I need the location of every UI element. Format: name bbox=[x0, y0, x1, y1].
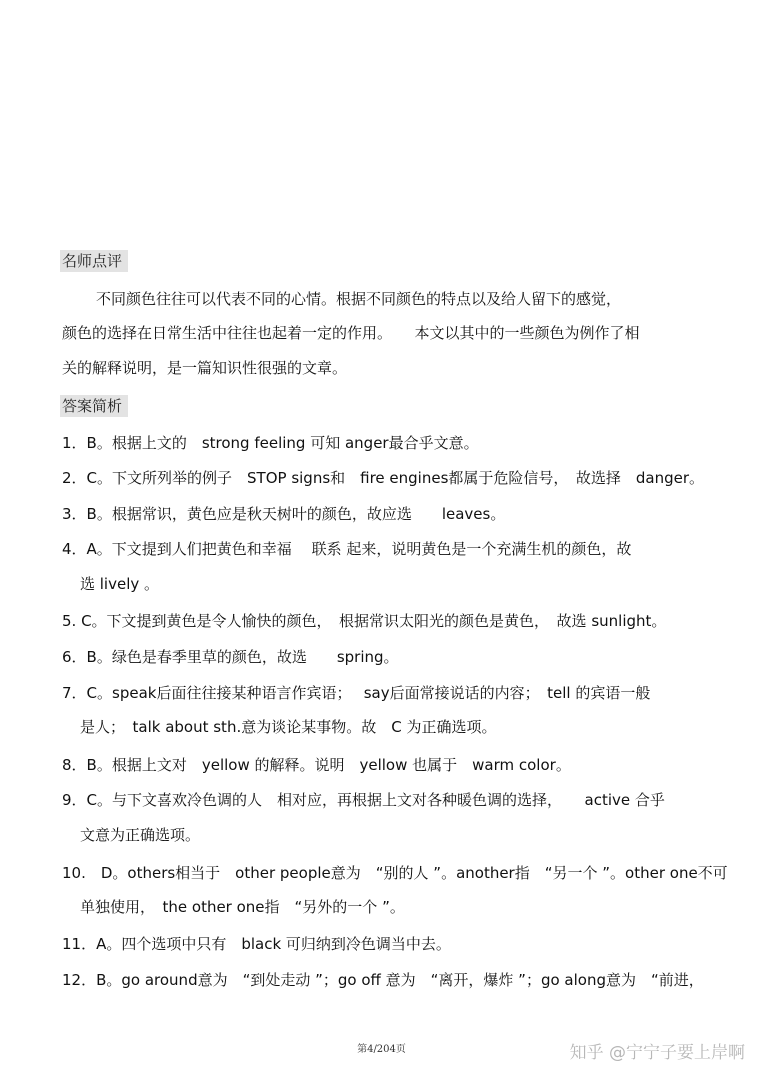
comment-heading: 名师点评 bbox=[60, 250, 128, 272]
page-number: 第4/204页 bbox=[357, 1044, 406, 1055]
answer-line-12: 12．B。go around意为 “到处走动 ”；go off 意为 “离开，爆炸 ”；go along意为 “前进， bbox=[62, 971, 704, 989]
answer-line-10: 10. D。others相当于 other people意为 “别的人 ”。another指 “另一个 ”。other one不可 bbox=[62, 864, 728, 882]
comment-line-2: 颜色的选择在日常生活中往往也起着一定的作用。 本文以其中的一些颜色为例作了相 bbox=[62, 324, 640, 342]
answer-line-9-cont: 文意为正确选项。 bbox=[80, 826, 201, 844]
answer-line-10-cont: 单独使用， the other one指 “另外的一个 ”。 bbox=[80, 898, 405, 916]
answer-line-4: 4．A。下文提到人们把黄色和幸福 联系 起来，说明黄色是一个充满生机的颜色，故 bbox=[62, 540, 632, 558]
answer-line-2: 2．C。下文所列举的例子 STOP signs和 fire engines都属于危险信号， 故选择 danger。 bbox=[62, 469, 705, 487]
answer-line-9: 9．C。与下文喜欢冷色调的人 相对应，再根据上文对各种暖色调的选择， active 合乎 bbox=[62, 791, 665, 809]
answer-line-7-cont: 是人； talk about sth.意为谈论某事物。故 C 为正确选项。 bbox=[80, 718, 497, 736]
answer-line-6: 6．B。绿色是春季里草的颜色，故选 spring。 bbox=[62, 648, 399, 666]
answer-line-4-cont: 选 lively 。 bbox=[80, 575, 160, 593]
comment-line-3: 关的解释说明，是一篇知识性很强的文章。 bbox=[62, 359, 348, 377]
answer-line-8: 8．B。根据上文对 yellow 的解释。说明 yellow 也属于 warm color。 bbox=[62, 756, 571, 774]
answers-heading: 答案简析 bbox=[60, 395, 128, 417]
answer-line-1: 1．B。根据上文的 strong feeling 可知 anger最合乎文意。 bbox=[62, 434, 479, 452]
comment-line-1: 不同颜色往往可以代表不同的心情。根据不同颜色的特点以及给人留下的感觉， bbox=[96, 290, 622, 308]
answer-line-7: 7．C。speak后面往往接某种语言作宾语； say后面常接说话的内容； tell 的宾语一般 bbox=[62, 684, 651, 702]
answer-line-11: 11．A。四个选项中只有 black 可归纳到冷色调当中去。 bbox=[62, 935, 451, 953]
answer-line-5: 5. C。下文提到黄色是令人愉快的颜色， 根据常识太阳光的颜色是黄色， 故选 sunlight。 bbox=[62, 612, 667, 630]
zhihu-watermark: 知乎 @宁宁子要上岸啊 bbox=[569, 1043, 745, 1063]
answer-line-3: 3．B。根据常识，黄色应是秋天树叶的颜色，故应选 leaves。 bbox=[62, 505, 506, 523]
